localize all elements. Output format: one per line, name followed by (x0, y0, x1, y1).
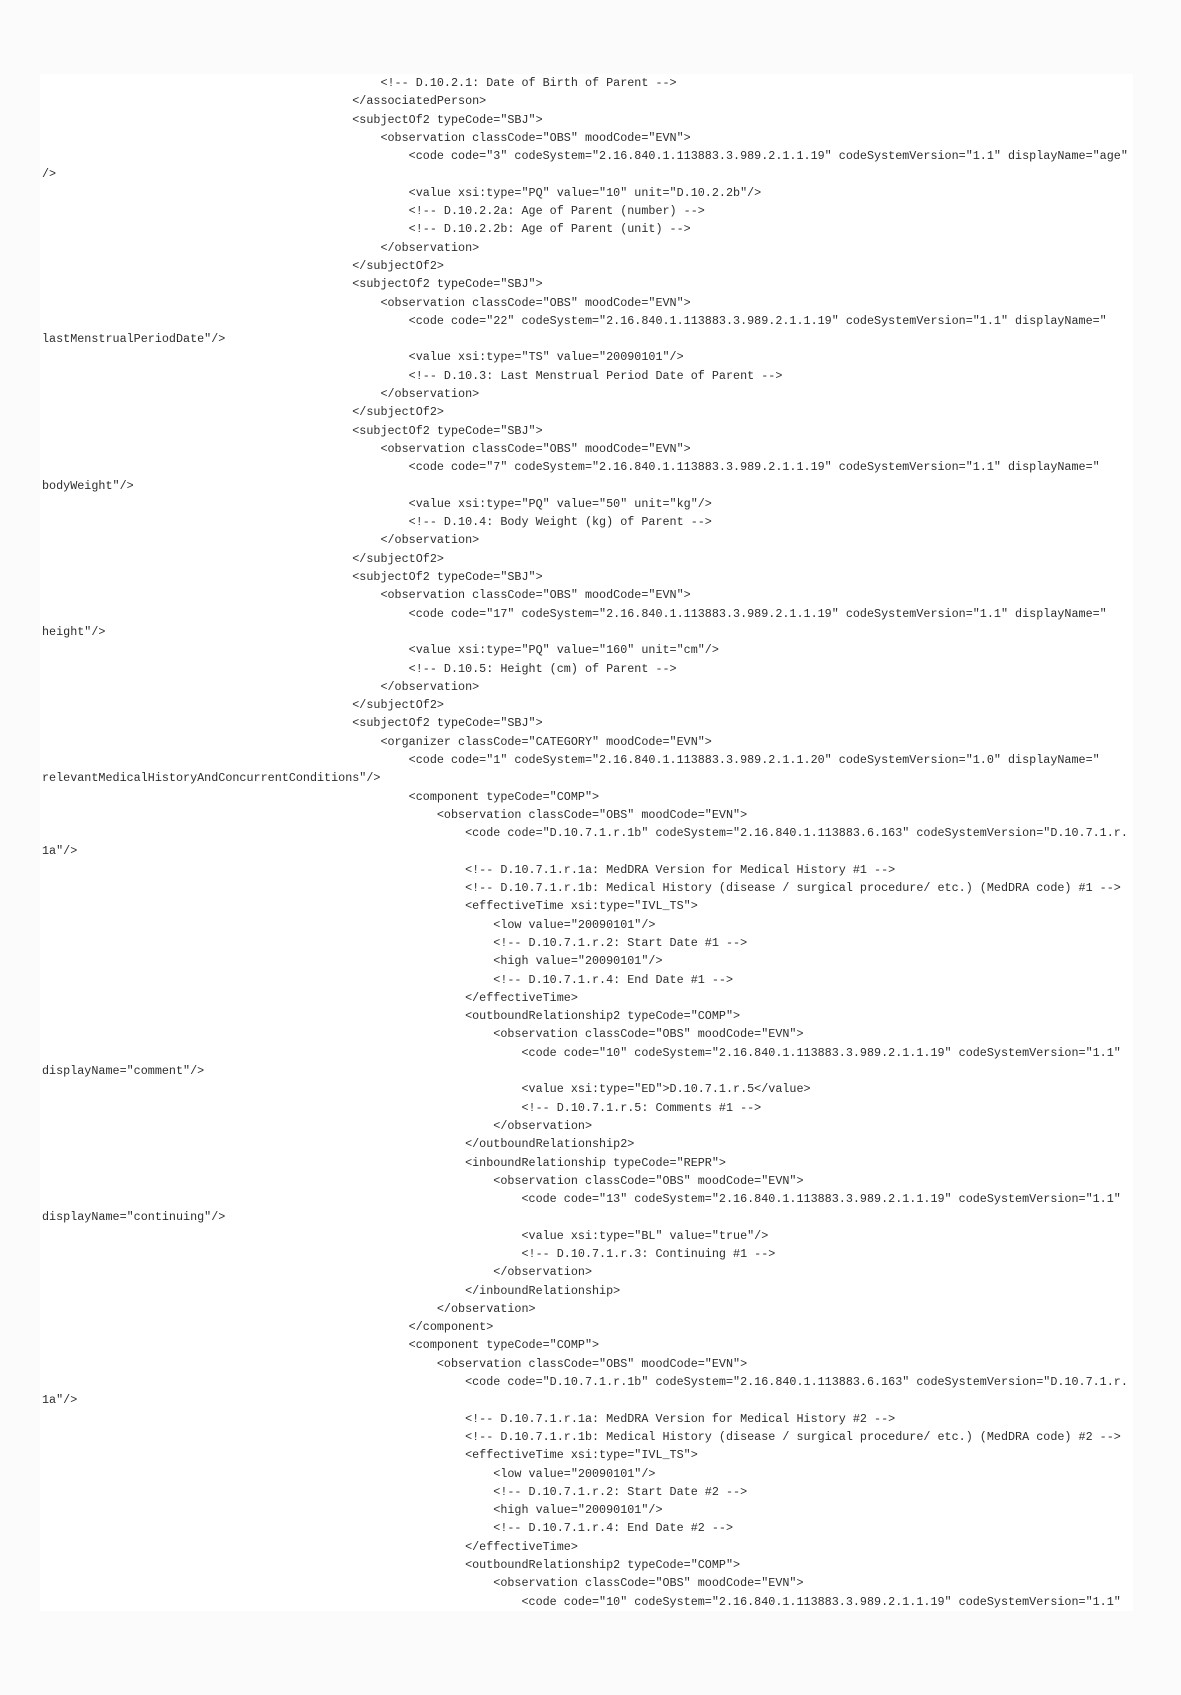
xml-source-line: <code code="13" codeSystem="2.16.840.1.113883.3.989.2.1.1.19" codeSystemVersion="1.1" (42, 1192, 1121, 1207)
xml-source-line: <value xsi:type="PQ" value="160" unit="cm"/> (42, 643, 719, 658)
xml-source-line: <value xsi:type="PQ" value="50" unit="kg"/> (42, 496, 712, 511)
xml-source-line: <!-- D.10.7.1.r.1b: Medical History (disease / surgical procedure/ etc.) (MedDRA code) #1 --> (42, 881, 1121, 896)
xml-source-line: </outboundRelationship2> (42, 1137, 635, 1152)
xml-source-line: <low value="20090101"/> (42, 917, 656, 932)
xml-source-line: <subjectOf2 typeCode="SBJ"> (42, 570, 543, 585)
xml-source-line: </subjectOf2> (42, 698, 444, 713)
xml-source-line: <value xsi:type="BL" value="true"/> (42, 1228, 769, 1243)
xml-source-line: <!-- D.10.4: Body Weight (kg) of Parent --> (42, 515, 712, 530)
xml-source-line: <observation classCode="OBS" moodCode="EVN"> (42, 1027, 804, 1042)
xml-source-line: </observation> (42, 240, 480, 255)
xml-source-line: /> (42, 167, 57, 182)
xml-source-line: </subjectOf2> (42, 258, 444, 273)
xml-source-line: <observation classCode="OBS" moodCode="EVN"> (42, 588, 691, 603)
xml-source-line: <observation classCode="OBS" moodCode="EVN"> (42, 441, 691, 456)
xml-source-line: <code code="17" codeSystem="2.16.840.1.113883.3.989.2.1.1.19" codeSystemVersion="1.1" displayName=" (42, 606, 1107, 621)
xml-source-line: <value xsi:type="ED">D.10.7.1.r.5</value> (42, 1082, 811, 1097)
xml-source-line: <code code="10" codeSystem="2.16.840.1.113883.3.989.2.1.1.19" codeSystemVersion="1.1" (42, 1045, 1121, 1060)
xml-source-line: <!-- D.10.7.1.r.1b: Medical History (disease / surgical procedure/ etc.) (MedDRA code) #2 --> (42, 1429, 1121, 1444)
xml-source-line: <code code="10" codeSystem="2.16.840.1.113883.3.989.2.1.1.19" codeSystemVersion="1.1" (42, 1594, 1121, 1609)
xml-source-line: lastMenstrualPeriodDate"/> (42, 332, 226, 347)
xml-source-line: </effectiveTime> (42, 990, 578, 1005)
xml-source-line: <code code="3" codeSystem="2.16.840.1.113883.3.989.2.1.1.19" codeSystemVersion="1.1" displayName="age" (42, 149, 1128, 164)
xml-source-line: 1a"/> (42, 1393, 78, 1408)
xml-source-line: <observation classCode="OBS" moodCode="EVN"> (42, 1173, 804, 1188)
xml-source-line: <inboundRelationship typeCode="REPR"> (42, 1155, 726, 1170)
xml-source-line: <!-- D.10.2.1: Date of Birth of Parent --> (42, 76, 677, 90)
xml-source-line: <!-- D.10.7.1.r.4: End Date #1 --> (42, 972, 734, 987)
xml-source-line: <!-- D.10.2.2a: Age of Parent (number) --> (42, 204, 705, 219)
xml-source-line: <observation classCode="OBS" moodCode="EVN"> (42, 1356, 748, 1371)
xml-source-line: <code code="1" codeSystem="2.16.840.1.113883.3.989.2.1.1.20" codeSystemVersion="1.0" displayName=" (42, 752, 1100, 767)
xml-source-line: displayName="comment"/> (42, 1064, 205, 1079)
xml-source-line: <!-- D.10.7.1.r.5: Comments #1 --> (42, 1100, 762, 1115)
xml-source-line: <subjectOf2 typeCode="SBJ"> (42, 716, 543, 731)
xml-source-line: <observation classCode="OBS" moodCode="EVN"> (42, 1576, 804, 1591)
xml-source-line: <subjectOf2 typeCode="SBJ"> (42, 112, 543, 127)
xml-source-line: displayName="continuing"/> (42, 1210, 226, 1225)
xml-source-line: <subjectOf2 typeCode="SBJ"> (42, 277, 543, 292)
xml-source-line: </observation> (42, 533, 480, 548)
xml-document-page (40, 74, 1133, 1611)
xml-source-line: <value xsi:type="PQ" value="10" unit="D.10.2.2b"/> (42, 185, 762, 200)
xml-source-line: </associatedPerson> (42, 94, 487, 109)
xml-source-line: relevantMedicalHistoryAndConcurrentConditions"/> (42, 771, 381, 786)
xml-source-line: </observation> (42, 1301, 536, 1316)
xml-source-line: </observation> (42, 387, 480, 402)
xml-source-line: </subjectOf2> (42, 405, 444, 420)
xml-source-line: </subjectOf2> (42, 551, 444, 566)
xml-source-line: <subjectOf2 typeCode="SBJ"> (42, 423, 543, 438)
xml-source-line: <high value="20090101"/> (42, 1503, 663, 1518)
xml-source-line: <value xsi:type="TS" value="20090101"/> (42, 350, 684, 365)
xml-source-line: <!-- D.10.5: Height (cm) of Parent --> (42, 661, 677, 676)
xml-source-line: <!-- D.10.2.2b: Age of Parent (unit) --> (42, 222, 691, 237)
xml-source-text (40, 74, 1133, 1611)
xml-source-line: <code code="D.10.7.1.r.1b" codeSystem="2.16.840.1.113883.6.163" codeSystemVersion="D.10.7.1.r. (42, 826, 1128, 841)
xml-source-line: <high value="20090101"/> (42, 954, 663, 969)
xml-source-line: <effectiveTime xsi:type="IVL_TS"> (42, 1448, 698, 1463)
xml-source-line: height"/> (42, 624, 106, 639)
xml-source-line: <observation classCode="OBS" moodCode="EVN"> (42, 807, 748, 822)
xml-source-line: <low value="20090101"/> (42, 1466, 656, 1481)
xml-source-line: <code code="22" codeSystem="2.16.840.1.113883.3.989.2.1.1.19" codeSystemVersion="1.1" displayName=" (42, 313, 1107, 328)
xml-source-line: 1a"/> (42, 844, 78, 859)
xml-source-line: <!-- D.10.7.1.r.2: Start Date #1 --> (42, 935, 748, 950)
xml-source-line: <!-- D.10.7.1.r.4: End Date #2 --> (42, 1521, 734, 1536)
xml-source-line: <!-- D.10.7.1.r.2: Start Date #2 --> (42, 1484, 748, 1499)
xml-source-line: <!-- D.10.3: Last Menstrual Period Date of Parent --> (42, 368, 783, 383)
xml-source-line: <observation classCode="OBS" moodCode="EVN"> (42, 295, 691, 310)
xml-source-line: <component typeCode="COMP"> (42, 789, 600, 804)
xml-source-line: <organizer classCode="CATEGORY" moodCode="EVN"> (42, 734, 712, 749)
xml-source-line: </effectiveTime> (42, 1539, 578, 1554)
xml-source-line: </component> (42, 1320, 494, 1335)
xml-source-line: </observation> (42, 1118, 592, 1133)
xml-source-line: <!-- D.10.7.1.r.1a: MedDRA Version for Medical History #2 --> (42, 1411, 896, 1426)
xml-source-line: <!-- D.10.7.1.r.3: Continuing #1 --> (42, 1247, 776, 1261)
xml-source-line: <!-- D.10.7.1.r.1a: MedDRA Version for Medical History #1 --> (42, 862, 896, 877)
xml-source-line: <outboundRelationship2 typeCode="COMP"> (42, 1009, 741, 1024)
xml-source-line: </observation> (42, 1265, 592, 1280)
xml-source-line: <code code="D.10.7.1.r.1b" codeSystem="2.16.840.1.113883.6.163" codeSystemVersion="D.10.7.1.r. (42, 1375, 1128, 1390)
xml-source-line: <effectiveTime xsi:type="IVL_TS"> (42, 899, 698, 914)
xml-source-line: <observation classCode="OBS" moodCode="EVN"> (42, 130, 691, 145)
xml-source-line: </inboundRelationship> (42, 1283, 621, 1298)
xml-source-line: <code code="7" codeSystem="2.16.840.1.113883.3.989.2.1.1.19" codeSystemVersion="1.1" displayName=" (42, 460, 1100, 475)
xml-source-line: bodyWeight"/> (42, 478, 134, 493)
xml-source-line: <outboundRelationship2 typeCode="COMP"> (42, 1558, 741, 1573)
xml-source-line: <component typeCode="COMP"> (42, 1338, 600, 1353)
xml-source-line: </observation> (42, 679, 480, 694)
